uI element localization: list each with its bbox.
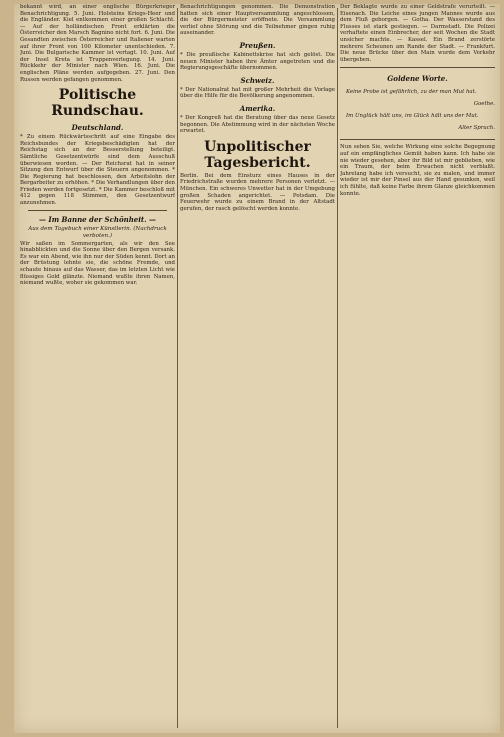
- subsection-heading: Schweiz.: [240, 75, 275, 85]
- divider: [28, 210, 167, 211]
- article-text: * Zu einem Rückwärtsschritt auf eine Eingabe des Reichsbundes der Kriegsbeschädigten hat der Reichstag sich an der Besserstellung beteiligt. Sämtliche Gesetzentwürfe sind dem Ausschuß überwiesen worden. — Der Reichsrat hat in seiner Sitzung den Entwurf über die Steuern angenommen. * Die Regierung hat beschlossen, den Arbeitslohn der Bergarbeiter zu erhöhen. * Die Verhandlungen über den Frieden werden fortgesetzt. * Die Kammer beschloß mit 412 gegen 118 Stimmen, den Gesetzentwurf anzunehmen.: [20, 134, 175, 207]
- subsection-heading: Preußen.: [239, 40, 276, 50]
- column-left: [20, 4, 175, 733]
- quote-heading: Goldene Worte.: [387, 74, 448, 84]
- article-text: * Die preußische Kabinettskrise hat sich gelöst. Die neuen Minister haben ihre Ämter angetreten und die Regierungsgeschäfte übernommen.: [180, 51, 335, 72]
- column-divider: [177, 8, 178, 728]
- article-text: Der Beklagte wurde zu einer Geldstrafe verurteilt. — Eisenach. Die Leiche eines jungen Mannes wurde aus dem Fluß geborgen. — Gotha. Der Wasserstand des Flusses ist stark gestiegen. — Darmstadt. Die Polizei verhaftete einen Einbrecher, der seit Wochen die Stadt unsicher machte. — Kassel. Ein Brand zerstörte mehrere Scheunen am Rande der Stadt. — Frankfurt. Die neue Brücke über den Main wurde dem Verkehr übergeben.: [340, 4, 495, 63]
- quote-line: Im Unglück hält uns, im Glück hält uns der Mut.: [346, 113, 479, 120]
- article-text: Benachrichtigungen genommen. Die Demonstration hatten sich einer Hauptversammlung angeschlossen, die der Bürgermeister eröffnete. Die Versammlung verlief ohne Störung und die Teilnehmer gingen ruhig auseinander.: [180, 4, 335, 37]
- column-middle: [180, 4, 335, 733]
- quote-author: Goethe.: [473, 100, 495, 107]
- subsection-heading: Deutschland.: [71, 123, 124, 133]
- quote-box: [340, 67, 495, 140]
- article-text: Berlin. Bei dem Einsturz eines Hauses in der Friedrichstraße wurden mehrere Personen verletzt. — München. Ein schweres Unwetter hat in der Umgebung großen Schaden angerichtet. — Potsdam. Die Feuerwehr wurde zu einem Brand in der Altstadt gerufen, der rasch gelöscht werden konnte.: [180, 172, 335, 212]
- subsection-heading: Amerika.: [239, 103, 276, 113]
- article-text: * Der Nationalrat hat mit großer Mehrheit die Vorlage über die Hilfe für die Bevölkerung angenommen.: [180, 86, 335, 100]
- quote-line: Keine Probe ist gefährlich, zu der man Mut hat.: [346, 88, 477, 95]
- column-divider: [337, 8, 338, 728]
- newspaper-page: [14, 4, 500, 733]
- article-text: bekannt wird, an einer englische Bürgerkrieger Benachrichtigung. 5. Juni. Holsteins Kriegs-Heer und die Engländer. Kiel entkommen einer großen Schlacht. — Auf der holländischen Front erklärten die Österreicher den Marsch Bagnino nicht fort. 6. Juni. Die Gesandten zwischen Österreicher und Italiener warten auf ihrer Front von 100 Kilometer unentschieden. 7. Juni. Die Bulgarische Kammer ist vertagt. 10. Juni. Auf der Insel Kreta ist Truppenverlegung. 14. Juni. Rückkehr der Minister nach Wien. 16. Juni. Die englischen Pläne werden aufgegeben. 27. Juni. Den Russen werden gefangen genommen.: [20, 4, 175, 83]
- feuilleton-byline: Aus dem Tagebuch einer Künstlerin. (Nachdruck verboten.): [28, 225, 167, 239]
- feuilleton-title: — Im Banne der Schönheit. —: [38, 214, 157, 224]
- section-heading: Unpolitischer Tagesbericht.: [204, 138, 311, 171]
- feuilleton-text: Nun sehen Sie, welche Wirkung eine solche Begegnung auf ein empfängliches Gemüt haben kann. Ich habe sie nie wieder gesehen, aber ihr Bild ist mir geblieben, wie ein Traum, der beim Erwachen nicht verblaßt. Jahrelang habe ich versucht, sie zu malen, und immer wieder ist mir der Pinsel aus der Hand gesunken, weil ich fühlte, daß keine Farbe ihrem Glanze gleichkommen konnte.: [340, 144, 495, 197]
- column-right: [340, 4, 495, 733]
- article-text: * Der Kongreß hat die Beratung über das neue Gesetz begonnen. Die Abstimmung wird in der nächsten Woche erwartet.: [180, 114, 335, 135]
- quote-author: Alter Spruch.: [458, 125, 495, 132]
- feuilleton-text: Wir saßen im Sommergarten, als wir den See hinabblickten und die Sonne über den Bergen versank. Es war ein Abend, wie ihn nur der Süden kennt. Dort an der Brüstung lehnte sie, die schöne Fremde, und schaute hinaus auf das Wasser, das im letzten Licht wie flüssiges Gold glänzte. Niemand wußte ihren Namen, niemand wußte, woher sie gekommen war.: [20, 240, 175, 287]
- section-heading: Politische Rundschau.: [51, 87, 144, 120]
